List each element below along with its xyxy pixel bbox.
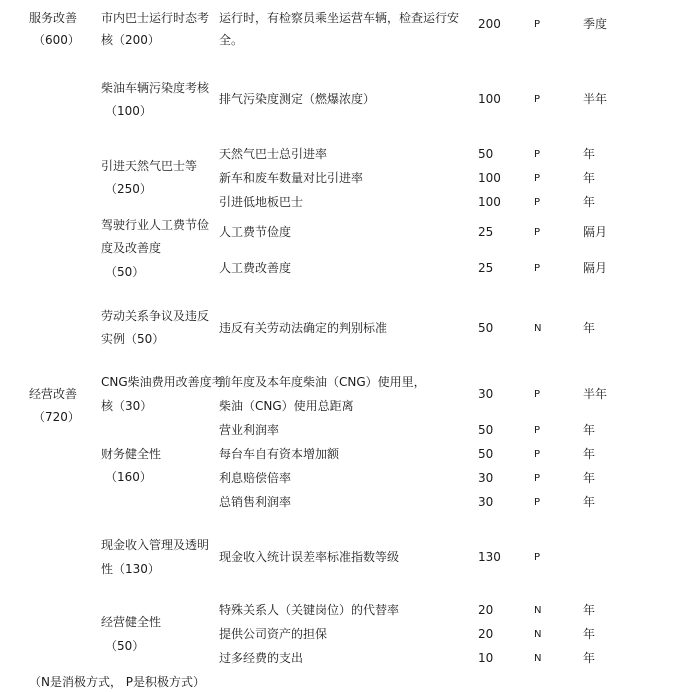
frequency-value: 年 bbox=[583, 471, 596, 485]
item-label: （100） bbox=[105, 104, 152, 118]
frequency-value: 季度 bbox=[583, 17, 608, 31]
mode-value: P bbox=[534, 173, 541, 184]
section-operation-score: （720） bbox=[33, 410, 80, 424]
frequency-value: 年 bbox=[583, 321, 596, 335]
mode-value: P bbox=[534, 389, 541, 400]
weight-value: 100 bbox=[478, 195, 501, 209]
section-service-score: （600） bbox=[33, 33, 80, 47]
item-label: 实例（50） bbox=[101, 332, 165, 346]
weight-value: 10 bbox=[478, 651, 494, 665]
item-description: 新车和废车数量对比引进率 bbox=[219, 171, 364, 185]
weight-value: 30 bbox=[478, 495, 494, 509]
weight-value: 25 bbox=[478, 225, 494, 239]
item-label: 核（30） bbox=[101, 399, 153, 413]
item-label: CNG柴油费用改善度考 bbox=[101, 375, 224, 389]
item-label: （250） bbox=[105, 182, 152, 196]
weight-value: 50 bbox=[478, 423, 494, 437]
weight-value: 30 bbox=[478, 387, 494, 401]
item-description: 过多经费的支出 bbox=[219, 651, 304, 665]
item-label: （160） bbox=[105, 470, 152, 484]
frequency-value: 隔月 bbox=[583, 261, 608, 275]
item-label: 性（130） bbox=[101, 562, 160, 576]
item-label: 财务健全性 bbox=[101, 447, 162, 461]
item-label: （50） bbox=[105, 265, 145, 279]
weight-value: 30 bbox=[478, 471, 494, 485]
item-description: 提供公司资产的担保 bbox=[219, 627, 328, 641]
item-description: 柴油（CNG）使用总距离 bbox=[219, 399, 354, 413]
mode-value: N bbox=[534, 605, 542, 616]
footnote: （N是消极方式， P是积极方式） bbox=[29, 675, 206, 689]
frequency-value: 年 bbox=[583, 195, 596, 209]
frequency-value: 半年 bbox=[583, 387, 608, 401]
weight-value: 20 bbox=[478, 603, 494, 617]
item-description: 现金收入统计误差率标准指数等级 bbox=[219, 550, 400, 564]
item-description: 人工费改善度 bbox=[219, 261, 292, 275]
weight-value: 100 bbox=[478, 171, 501, 185]
item-label: 驾驶行业人工费节俭 bbox=[101, 218, 210, 232]
mode-value: P bbox=[534, 149, 541, 160]
item-description: 人工费节俭度 bbox=[219, 225, 292, 239]
item-description: 前年度及本年度柴油（CNG）使用里， bbox=[219, 375, 426, 389]
item-description: 特殊关系人（关键岗位）的代替率 bbox=[219, 603, 400, 617]
weight-value: 100 bbox=[478, 92, 501, 106]
frequency-value: 半年 bbox=[583, 92, 608, 106]
frequency-value: 年 bbox=[583, 447, 596, 461]
section-service-name: 服务改善 bbox=[29, 11, 78, 25]
frequency-value: 隔月 bbox=[583, 225, 608, 239]
frequency-value: 年 bbox=[583, 603, 596, 617]
item-description: 排气污染度测定（燃爆浓度） bbox=[219, 92, 376, 106]
item-label: （50） bbox=[105, 639, 145, 653]
item-description: 违反有关劳动法确定的判别标准 bbox=[219, 321, 388, 335]
item-description: 总销售利润率 bbox=[219, 495, 292, 509]
mode-value: P bbox=[534, 473, 541, 484]
frequency-value: 年 bbox=[583, 495, 596, 509]
item-label: 市内巴士运行时态考 bbox=[101, 11, 210, 25]
weight-value: 50 bbox=[478, 447, 494, 461]
mode-value: P bbox=[534, 197, 541, 208]
item-description: 全。 bbox=[219, 33, 244, 47]
mode-value: P bbox=[534, 263, 541, 274]
item-description: 引进低地板巴士 bbox=[219, 195, 304, 209]
frequency-value: 年 bbox=[583, 651, 596, 665]
weight-value: 25 bbox=[478, 261, 494, 275]
item-label: 现金收入管理及透明 bbox=[101, 538, 210, 552]
weight-value: 20 bbox=[478, 627, 494, 641]
item-description: 营业利润率 bbox=[219, 423, 280, 437]
weight-value: 200 bbox=[478, 17, 501, 31]
item-description: 每台车自有资本增加额 bbox=[219, 447, 340, 461]
weight-value: 50 bbox=[478, 321, 494, 335]
item-description: 天然气巴士总引进率 bbox=[219, 147, 328, 161]
mode-value: P bbox=[534, 94, 541, 105]
mode-value: P bbox=[534, 449, 541, 460]
item-label: 度及改善度 bbox=[101, 241, 162, 255]
weight-value: 130 bbox=[478, 550, 501, 564]
item-label: 经营健全性 bbox=[101, 615, 162, 629]
item-description: 运行时，有检察员乘坐运营车辆，检查运行安 bbox=[219, 11, 460, 25]
frequency-value: 年 bbox=[583, 627, 596, 641]
item-label: 柴油车辆污染度考核 bbox=[101, 81, 210, 95]
item-label: 劳动关系争议及违反 bbox=[101, 309, 210, 323]
mode-value: N bbox=[534, 629, 542, 640]
item-description: 利息赔偿倍率 bbox=[219, 471, 292, 485]
mode-value: N bbox=[534, 653, 542, 664]
item-label: 核（200） bbox=[101, 33, 160, 47]
frequency-value: 年 bbox=[583, 171, 596, 185]
mode-value: N bbox=[534, 323, 542, 334]
mode-value: P bbox=[534, 19, 541, 30]
frequency-value: 年 bbox=[583, 423, 596, 437]
mode-value: P bbox=[534, 552, 541, 563]
mode-value: P bbox=[534, 497, 541, 508]
item-label: 引进天然气巴士等 bbox=[101, 159, 198, 173]
frequency-value: 年 bbox=[583, 147, 596, 161]
weight-value: 50 bbox=[478, 147, 494, 161]
section-operation-name: 经营改善 bbox=[29, 387, 78, 401]
mode-value: P bbox=[534, 425, 541, 436]
mode-value: P bbox=[534, 227, 541, 238]
